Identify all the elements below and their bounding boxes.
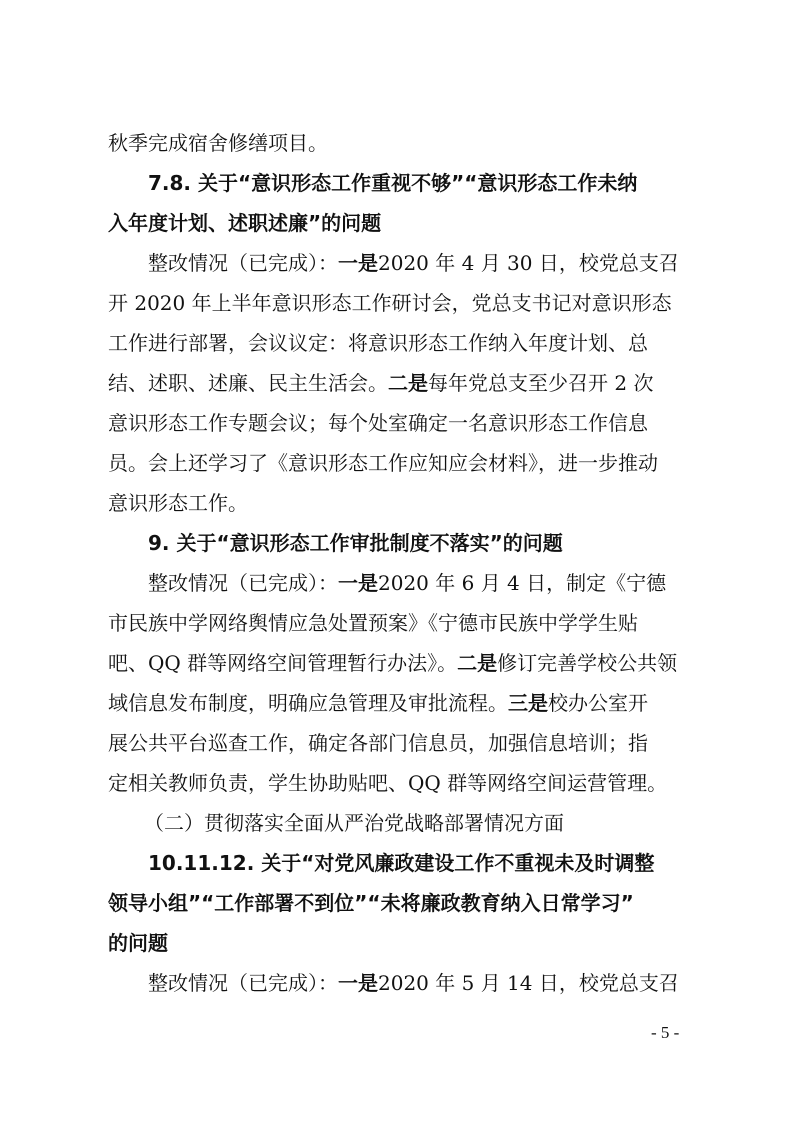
body-text: 修订完善学校公共领 [497,651,678,675]
section-heading: 7.8. 关于“意识形态工作重视不够”“意识形态工作未纳 [148,171,638,195]
section-heading: 领导小组”“工作部署不到位”“未将廉政教育纳入日常学习” [108,891,634,915]
body-text: 校办公室开 [548,691,648,715]
body-line: 定相关教师负责，学生协助贴吧、QQ 群等网络空间运营管理。 [108,771,668,795]
emphasis-text: 二是 [457,651,498,675]
body-text: 结、述职、述廉、民主生活会。 [108,371,388,395]
body-line: 开 2020 年上半年意识形态工作研讨会，党总支书记对意识形态 [108,291,672,315]
body-text: 2020 年 6 月 4 日，制定《宁德 [378,571,667,595]
subsection-heading: （二）贯彻落实全面从严治党战略部署情况方面 [144,811,564,835]
emphasis-text: 三是 [508,691,548,715]
section-heading: 9. 关于“意识形态工作审批制度不落实”的问题 [148,531,563,555]
body-text: 域信息发布制度，明确应急管理及审批流程。 [108,691,508,715]
body-line [148,251,708,275]
body-text: 吧、QQ 群等网络空间管理暂行办法》。 [108,651,458,675]
emphasis-text: 二是 [388,371,428,395]
body-text: 每年党总支至少召开 2 次 [428,371,654,395]
page-number: - 5 - [651,1023,680,1042]
emphasis-text: 一是 [338,571,378,595]
section-heading: 的问题 [108,931,168,955]
body-text: 2020 年 5 月 14 日，校党总支召 [378,971,679,995]
body-line [148,971,708,995]
body-line [148,571,708,595]
section-heading: 10.11.12. 关于“对党风廉政建设工作不重视未及时调整 [148,851,655,875]
status-lead: 整改情况（已完成）： [148,251,338,275]
body-line [108,371,708,395]
section-heading: 入年度计划、述职述廉”的问题 [108,211,382,235]
body-line [108,691,708,715]
emphasis-text: 一是 [338,971,378,995]
body-line: 员。会上还学习了《意识形态工作应知应会材料》，进一步推动 [108,451,658,475]
body-line: 工作进行部署，会议议定：将意识形态工作纳入年度计划、总 [108,331,648,355]
emphasis-text: 一是 [338,251,378,275]
body-line: 意识形态工作专题会议；每个处室确定一名意识形态工作信息 [108,411,648,435]
status-lead: 整改情况（已完成）： [148,571,338,595]
body-line: 展公共平台巡查工作，确定各部门信息员，加强信息培训；指 [108,731,648,755]
body-line [108,651,708,675]
body-line: 市民族中学网络舆情应急处置预案》《宁德市民族中学学生贴 [108,611,638,635]
status-lead: 整改情况（已完成）： [148,971,338,995]
body-line: 意识形态工作。 [108,491,248,515]
body-line: 秋季完成宿舍修缮项目。 [108,131,328,155]
body-text: 2020 年 4 月 30 日，校党总支召 [378,251,679,275]
